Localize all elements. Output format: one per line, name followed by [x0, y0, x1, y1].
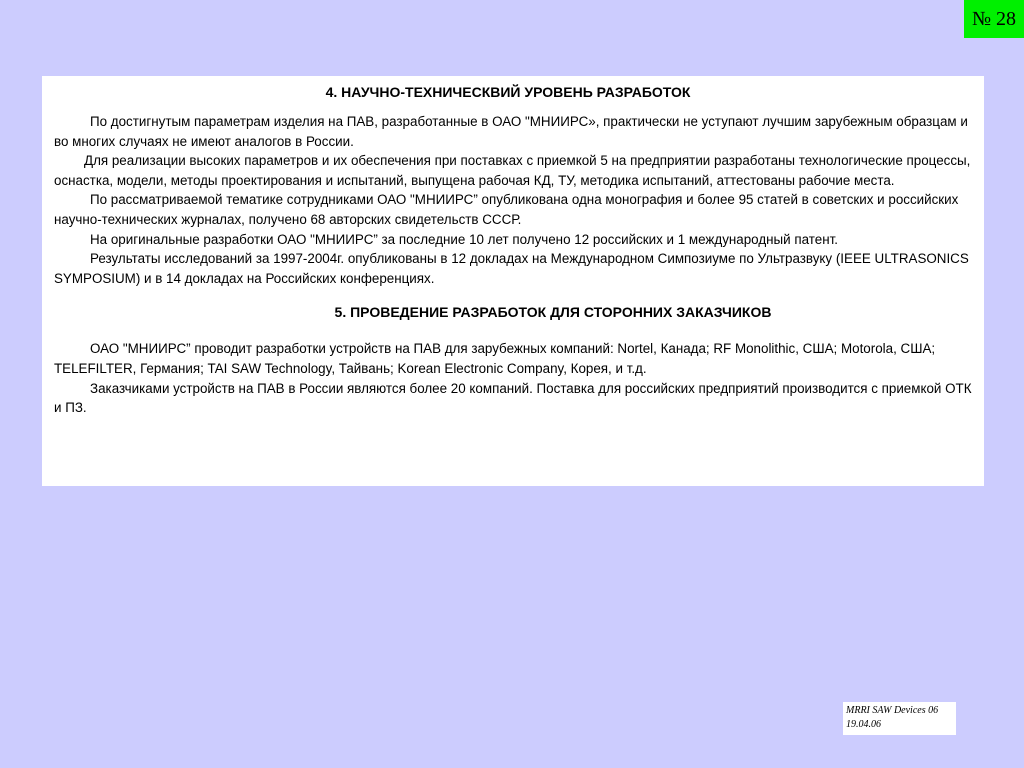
footer-title: MRRI SAW Devices 06: [846, 705, 939, 716]
section-4-paragraph-4: На оригинальные разработки ОАО "МНИИРС” за последние 10 лет получено 12 российских и 1 международный патент.: [90, 231, 838, 247]
footer-date: 19.04.06: [846, 719, 881, 730]
section-5-heading: 5. ПРОВЕДЕНИЕ РАЗРАБОТОК ДЛЯ СТОРОННИХ ЗАКАЗЧИКОВ: [334, 304, 772, 321]
section-4-paragraph-5: Результаты исследований за 1997-2004г. опубликованы в 12 докладах на Международном Симпозиуме по Ультразвуку (IEEE ULTRASONICS SYMPOSIUM) и в 14 докладах на Российских конференциях.: [54, 251, 969, 286]
section-4-paragraph-3: По рассматриваемой тематике сотрудниками ОАО "МНИИРС” опубликована одна монография и более 95 статей в советских и российских научно-технических журналах, получено 68 авторских свидетельств СССР.: [54, 192, 959, 227]
footer-caption: [843, 702, 956, 735]
section-4-paragraph-1: По достигнутым параметрам изделия на ПАВ, разработанные в ОАО "МНИИРС», практически не уступают лучшим зарубежным образцам и во многих случаях не имеют аналогов в России.: [54, 114, 968, 149]
section-4-heading: 4. НАУЧНО-ТЕХНИЧЕСКВИЙ УРОВЕНЬ РАЗРАБОТОК: [325, 84, 691, 100]
content-panel: [42, 76, 984, 486]
slide-number-badge: № 28: [964, 0, 1024, 38]
section-5-paragraph-2: Заказчиками устройств на ПАВ в России являются более 20 компаний. Поставка для российских предприятий производится с приемкой ОТК и ПЗ.: [54, 380, 972, 416]
section-5-paragraph-1: ОАО "МНИИРС” проводит разработки устройств на ПАВ для зарубежных компаний: Nortel, Канада; RF Monolithic, США; Motorola, США; TELEFILTER, Германия; TAI SAW Technology, Тайвань; Korean Electronic Company, Корея, и т.д.: [54, 341, 936, 376]
section-4-paragraph-2: Для реализации высоких параметров и их обеспечения при поставках с приемкой 5 на предприятии разработаны технологические процессы, оснастка, модели, методы проектирования и испытаний, выпущена рабочая КД, ТУ, методика испытаний, аттестованы рабочие места.: [54, 153, 971, 188]
